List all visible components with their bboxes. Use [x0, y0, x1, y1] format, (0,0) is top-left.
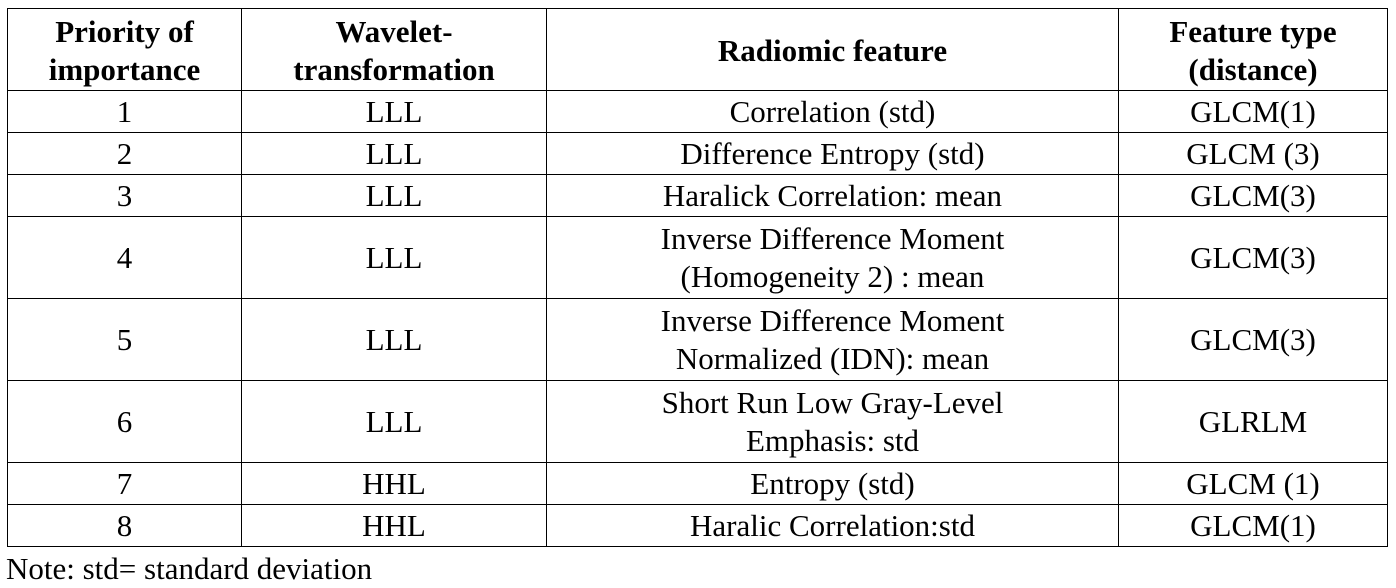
feature-line: (Homogeneity 2) : mean — [680, 258, 985, 294]
table-row — [8, 175, 1388, 217]
priority-cell: 4 — [8, 217, 242, 299]
feature-cell — [547, 175, 1119, 217]
header-type — [1119, 9, 1388, 91]
wavelet-cell: LLL — [242, 133, 547, 175]
wavelet-cell: LLL — [242, 217, 547, 299]
priority-cell: 6 — [8, 381, 242, 463]
radiomic-features-table — [7, 8, 1388, 547]
feature-line: Normalized (IDN): mean — [675, 340, 990, 376]
wavelet-cell: HHL — [242, 505, 547, 547]
header-priority-line: importance — [48, 51, 201, 87]
priority-cell: 3 — [8, 175, 242, 217]
priority-cell: 7 — [8, 463, 242, 505]
header-type-line: (distance) — [1188, 51, 1318, 87]
header-wavelet-line: transformation — [293, 51, 495, 87]
feature-cell — [547, 505, 1119, 547]
table-body — [8, 91, 1388, 547]
header-feature-line: Radiomic feature — [717, 32, 948, 68]
feature-line: Correlation (std) — [729, 93, 936, 129]
feature-line: Entropy (std) — [750, 465, 915, 501]
wavelet-cell: LLL — [242, 175, 547, 217]
feature-cell — [547, 91, 1119, 133]
feature-cell — [547, 133, 1119, 175]
table-row — [8, 299, 1388, 381]
type-cell: GLCM(1) — [1119, 91, 1388, 133]
table-row — [8, 133, 1388, 175]
wavelet-cell: LLL — [242, 91, 547, 133]
feature-line: Emphasis: std — [745, 422, 920, 458]
feature-cell — [547, 381, 1119, 463]
feature-line: Short Run Low Gray-Level — [661, 384, 1004, 420]
header-feature — [547, 9, 1119, 91]
priority-cell: 1 — [8, 91, 242, 133]
type-cell: GLCM(3) — [1119, 175, 1388, 217]
feature-cell — [547, 217, 1119, 299]
feature-line: Inverse Difference Moment — [660, 220, 1005, 256]
table-row — [8, 217, 1388, 299]
wavelet-cell: LLL — [242, 381, 547, 463]
table-row — [8, 505, 1388, 547]
header-type-line: Feature type — [1169, 13, 1337, 49]
type-cell: GLRLM — [1119, 381, 1388, 463]
type-cell: GLCM(3) — [1119, 217, 1388, 299]
wavelet-cell: HHL — [242, 463, 547, 505]
header-priority — [8, 9, 242, 91]
priority-cell: 5 — [8, 299, 242, 381]
priority-cell: 2 — [8, 133, 242, 175]
type-cell: GLCM(3) — [1119, 299, 1388, 381]
type-cell: GLCM(1) — [1119, 505, 1388, 547]
header-priority-line: Priority of — [55, 13, 194, 49]
table-header-row — [8, 9, 1388, 91]
type-cell: GLCM (1) — [1119, 463, 1388, 505]
table-row — [8, 381, 1388, 463]
table-row — [8, 91, 1388, 133]
type-cell: GLCM (3) — [1119, 133, 1388, 175]
priority-cell: 8 — [8, 505, 242, 547]
feature-cell — [547, 299, 1119, 381]
feature-line: Haralick Correlation: mean — [662, 177, 1003, 213]
feature-line: Difference Entropy (std) — [680, 135, 985, 171]
table-row — [8, 463, 1388, 505]
wavelet-cell: LLL — [242, 299, 547, 381]
feature-line: Inverse Difference Moment — [660, 302, 1005, 338]
table-note: Note: std= standard deviation — [6, 551, 373, 586]
header-wavelet — [242, 9, 547, 91]
feature-line: Haralic Correlation:std — [690, 507, 975, 543]
feature-cell — [547, 463, 1119, 505]
header-wavelet-line: Wavelet- — [335, 13, 453, 49]
